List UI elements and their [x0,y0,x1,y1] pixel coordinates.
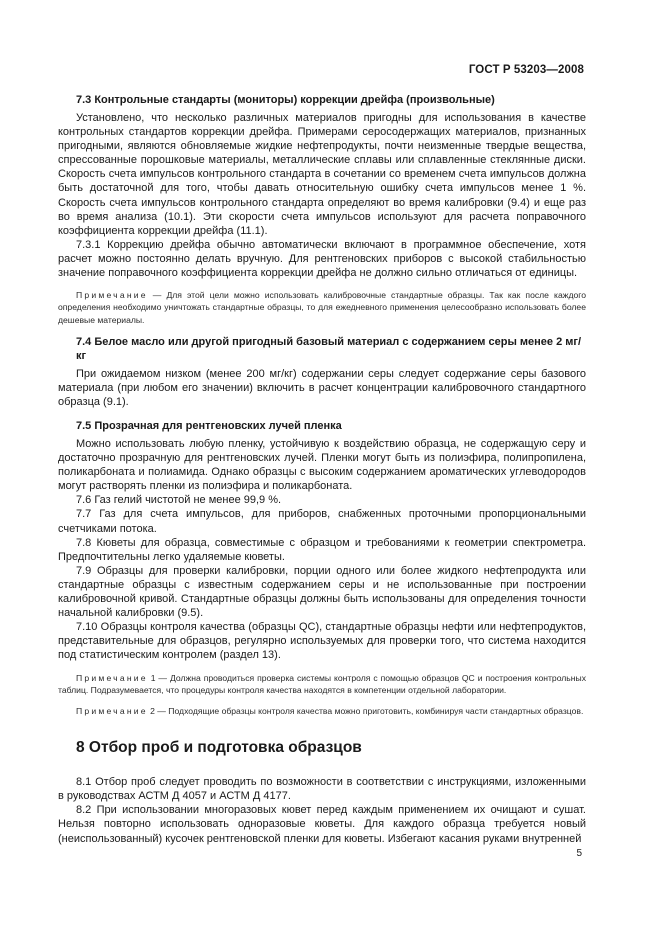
note-text: 2 — Подходящие образцы контроля качества можно приготовить, комбинируя части стандартных образцов. [147,705,584,716]
section-7-10-note-2 [58,705,586,717]
note-text: — Для этой цели можно использовать калибровочные стандартные образцы. Так как после каждого определения необходимо уничтожать стандартные образцы, то для ежедневного применения целесообразно использовать более дешевые материалы. [58,290,586,325]
note-label: Примечание [76,290,148,301]
note-label: Примечание [76,672,148,683]
section-8-2-paragraph: 8.2 При использовании многоразовых кювет перед каждым применением их очищают и сушат. Нельзя повторно использовать одноразовые кюветы. Для каждого образца требуется новый (неиспользованный) кусочек рентгеновской пленки для кюветы. Избегают касания руками внутренней [58,804,586,845]
section-7-4-heading: 7.4 Белое масло или другой пригодный базовый материал с содержанием серы менее 2 мг/кг [76,335,582,362]
document-code: ГОСТ Р 53203—2008 [468,64,584,76]
section-7-6-paragraph: 7.6 Газ гелий чистотой не менее 99,9 %. [76,494,282,507]
section-7-5-paragraph: Можно использовать любую пленку, устойчивую к воздействию образца, не содержащую серу и достаточно прозрачную для рентгеновских лучей. Пленки могут быть из полиэфира, полипропилена, поликарбоната и полиамида. Однако образцы с высоким содержанием ароматических углеводородов могут растворять пленки из полиэфира и поликарбоната. [58,438,586,493]
section-7-3-note [58,289,586,326]
section-7-10-note-1 [58,672,586,696]
section-7-5-heading: 7.5 Прозрачная для рентгеновских лучей пленка [76,420,342,433]
section-7-7-paragraph: 7.7 Газ для счета импульсов, для приборов, снабженных проточными пропорциональными счетчиками потока. [58,508,586,535]
section-7-4-paragraph: При ожидаемом низком (менее 200 мг/кг) содержании серы следует содержание серы базового материала (при любом его значении) включить в расчет концентрации калибровочного стандартного образца (9.1). [58,367,586,408]
page-number: 5 [576,848,582,859]
section-7-9-paragraph: 7.9 Образцы для проверки калибровки, порции одного или более жидкого нефтепродукта или стандартные образцы с известным содержанием серы и не использованные при построении калибровочной кривой. Стандартные образцы должны быть использованы для определения точности начальной калибровки (9.5). [58,564,586,620]
page-content [58,93,586,846]
note-label: Примечание [76,705,148,716]
section-8-1-paragraph: 8.1 Отбор проб следует проводить по возможности в соответствии с инструкциями, изложенными в руководствах АСТМ Д 4057 и АСТМ Д 4177. [58,776,586,803]
section-7-3-paragraph: Установлено, что несколько различных материалов пригодны для использования в качестве контрольных стандартов коррекции дрейфа. Примерами серосодержащих материалов, признанных пригодными, являются обновляемые жидкие нефтепродукты, почти неизменные твердые вещества, спрессованные порошковые материалы, металлические сплавы или сплавленные стеклянные диски. Скорость счета импульсов контрольного стандарта в сочетании со временем счета импульсов должна быть достаточной для того, чтобы давать относительную ошибку счета импульсов менее 1 %. Скорость счета импульсов контрольного стандарта определяют во время калибровки (9.4) и еще раз во время анализа (10.1). Эти скорости счета импульсов используют для расчета поправочного коэффициента коррекции дрейфа (11.1). [58,112,586,237]
section-7-3-heading: 7.3 Контрольные стандарты (мониторы) коррекции дрейфа (произвольные) [76,94,495,106]
section-7-3-1-paragraph: 7.3.1 Коррекцию дрейфа обычно автоматически включают в программное обеспечение, хотя расчет можно постоянно делать вручную. Для рентгеновских приборов с высокой стабильностью значение поправочного коэффициента коррекции дрейфа не должно сильно отличаться от единицы. [58,238,586,280]
section-7-8-paragraph: 7.8 Кюветы для образца, совместимые с образцом и требованиями к геометрии спектрометра. Предпочтительны легко удаляемые кюветы. [58,536,586,563]
section-8-heading: 8 Отбор проб и подготовка образцов [76,739,362,757]
section-7-10-paragraph: 7.10 Образцы контроля качества (образцы QC), стандартные образцы нефти или нефтепродуктов, представительные для образцов, регулярно используемых для проверки того, что система находится под статистическим контролем (раздел 13). [58,621,586,662]
note-text: 1 — Должна проводиться проверка системы контроля с помощью образцов QC и построения контрольных таблиц. Подразумевается, что процедуры контроля качества находятся в компетенции отдельной лаборатории. [58,672,586,695]
